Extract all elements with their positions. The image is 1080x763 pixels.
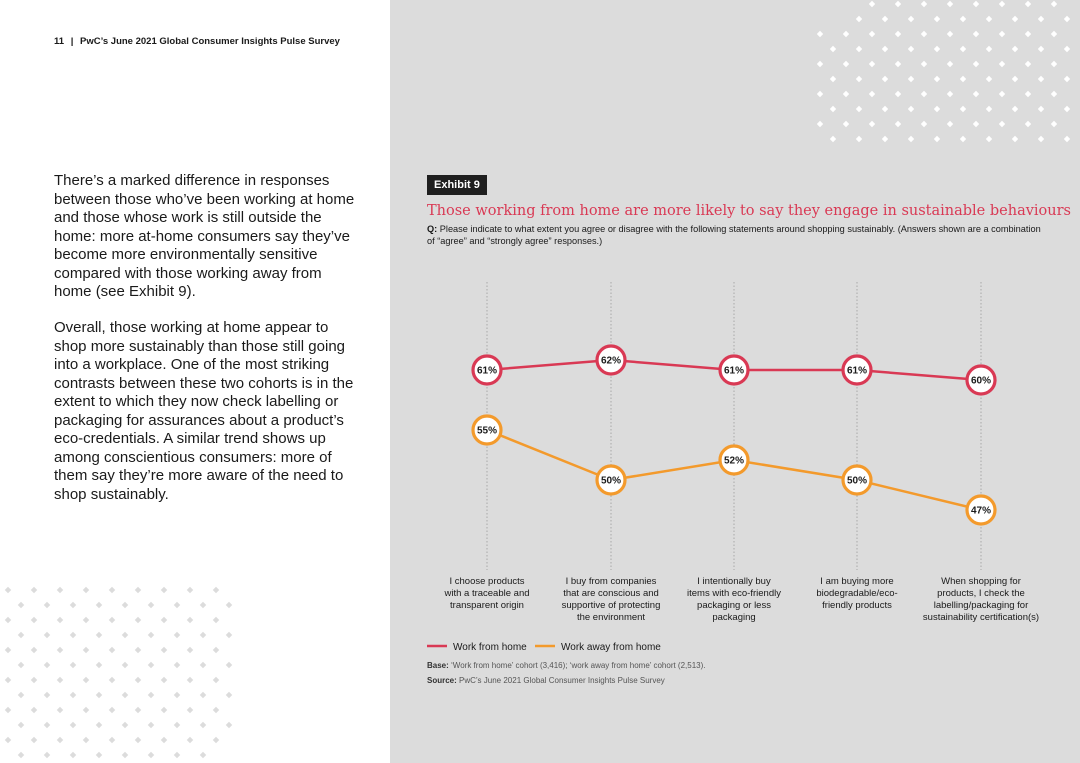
- decor-dot: [999, 91, 1005, 97]
- decor-dot: [908, 106, 914, 112]
- decor-dot: [161, 647, 167, 653]
- decor-dot: [44, 602, 50, 608]
- decor-dot: [122, 722, 128, 728]
- decor-dot: [895, 1, 901, 7]
- category-label: I choose products with a traceable and transparent origin: [444, 576, 530, 611]
- base-note: [427, 661, 706, 670]
- decor-dot: [96, 722, 102, 728]
- decor-dot: [934, 46, 940, 52]
- decor-dot: [895, 121, 901, 127]
- decor-dot: [109, 617, 115, 623]
- document-title: PwC’s June 2021 Global Consumer Insights Pulse Survey: [80, 36, 340, 47]
- data-point: [473, 416, 501, 444]
- decor-dot: [999, 121, 1005, 127]
- decor-dot: [947, 1, 953, 7]
- data-label: 50%: [600, 475, 622, 487]
- decor-dot: [856, 16, 862, 22]
- data-point: [597, 346, 625, 374]
- data-point: [720, 356, 748, 384]
- source-label: Source:: [427, 676, 457, 685]
- decor-dot: [44, 662, 50, 668]
- decor-dot: [18, 752, 24, 758]
- dot-pattern-top-right: [810, 0, 1080, 150]
- data-point: [843, 356, 871, 384]
- decor-dot: [135, 677, 141, 683]
- decor-dot: [148, 662, 154, 668]
- text-panel: [0, 0, 390, 763]
- decor-dot: [213, 707, 219, 713]
- decor-dot: [973, 91, 979, 97]
- decor-dot: [1025, 121, 1031, 127]
- decor-dot: [882, 46, 888, 52]
- decor-dot: [960, 136, 966, 142]
- decor-dot: [109, 737, 115, 743]
- decor-dot: [1025, 1, 1031, 7]
- decor-dot: [200, 752, 206, 758]
- body-paragraph-1: There’s a marked difference in responses between those who’ve been working at home and those whose work is still outside the home: more at-home consumers say they’ve become more environmentally sensitive compared with those working away from home (see Exhibit 9).: [54, 172, 355, 300]
- decor-dot: [986, 76, 992, 82]
- decor-dot: [895, 61, 901, 67]
- category-label: When shopping for products, I check the labelling/packaging for sustainability certification(s): [922, 576, 1040, 623]
- decor-dot: [986, 16, 992, 22]
- decor-dot: [83, 587, 89, 593]
- decor-dot: [5, 647, 11, 653]
- decor-dot: [1038, 136, 1044, 142]
- decor-dot: [921, 91, 927, 97]
- decor-dot: [187, 677, 193, 683]
- decor-dot: [5, 707, 11, 713]
- category-label: I buy from companies that are conscious and supportive of protecting the environment: [561, 576, 661, 623]
- decor-dot: [947, 121, 953, 127]
- decor-dot: [882, 16, 888, 22]
- decor-dot: [1038, 76, 1044, 82]
- data-point: [720, 446, 748, 474]
- decor-dot: [226, 662, 232, 668]
- decor-dot: [31, 617, 37, 623]
- decor-dot: [18, 602, 24, 608]
- line-chart: [390, 270, 1080, 660]
- exhibit-question: [427, 223, 1042, 247]
- decor-dot: [226, 692, 232, 698]
- decor-dot: [31, 647, 37, 653]
- question-text: Please indicate to what extent you agree or disagree with the following statements around shopping sustainably. (Answers shown are a combination of “agree” and “strongly agree” responses.): [427, 224, 1041, 246]
- decor-dot: [986, 106, 992, 112]
- decor-dot: [1064, 136, 1070, 142]
- data-label: 55%: [476, 425, 498, 437]
- decor-dot: [921, 61, 927, 67]
- decor-dot: [843, 91, 849, 97]
- decor-dot: [44, 752, 50, 758]
- decor-dot: [973, 61, 979, 67]
- decor-dot: [187, 737, 193, 743]
- decor-dot: [213, 737, 219, 743]
- decor-dot: [96, 752, 102, 758]
- decor-dot: [1051, 1, 1057, 7]
- decor-dot: [921, 1, 927, 7]
- decor-dot: [213, 617, 219, 623]
- decor-dot: [213, 587, 219, 593]
- decor-dot: [57, 707, 63, 713]
- decor-dot: [960, 46, 966, 52]
- decor-dot: [135, 587, 141, 593]
- dot-pattern-bottom-left: [0, 580, 240, 763]
- decor-dot: [135, 647, 141, 653]
- decor-dot: [187, 707, 193, 713]
- data-label: 50%: [846, 475, 868, 487]
- decor-dot: [856, 76, 862, 82]
- data-label: 60%: [970, 375, 992, 387]
- decor-dot: [83, 647, 89, 653]
- decor-dot: [109, 647, 115, 653]
- decor-dot: [187, 647, 193, 653]
- decor-dot: [947, 61, 953, 67]
- decor-dot: [161, 617, 167, 623]
- decor-dot: [895, 91, 901, 97]
- decor-dot: [1025, 31, 1031, 37]
- exhibit-title: Those working from home are more likely to say they engage in sustainable behaviours: [427, 203, 1071, 219]
- decor-dot: [148, 632, 154, 638]
- decor-dot: [869, 121, 875, 127]
- decor-dot: [830, 106, 836, 112]
- decor-dot: [200, 662, 206, 668]
- decor-dot: [96, 602, 102, 608]
- decor-dot: [83, 677, 89, 683]
- page-number: 11: [54, 36, 65, 47]
- decor-dot: [109, 587, 115, 593]
- decor-dot: [200, 722, 206, 728]
- category-label: I intentionally buy items with eco-friendly packaging or less packaging: [687, 576, 781, 623]
- source-note: [427, 676, 665, 685]
- source-text: PwC’s June 2021 Global Consumer Insights Pulse Survey: [459, 676, 665, 685]
- data-label: 47%: [970, 505, 992, 517]
- decor-dot: [999, 31, 1005, 37]
- decor-dot: [161, 677, 167, 683]
- decor-dot: [70, 602, 76, 608]
- data-label: 62%: [600, 355, 622, 367]
- decor-dot: [1012, 76, 1018, 82]
- decor-dot: [109, 707, 115, 713]
- decor-dot: [830, 136, 836, 142]
- body-paragraph-2: Overall, those working at home appear to shop more sustainably than those still going into a workplace. One of the most striking contrasts between these two cohorts is in the extent to which they now check labelling or packaging for assurances about a product’s eco-credentials. A similar trend shows up among conscientious consumers: more of them say they’re more aware of the need to shop sustainably.: [54, 319, 354, 503]
- decor-dot: [830, 76, 836, 82]
- base-text: ‘Work from home’ cohort (3,416); ‘work away from home’ cohort (2,513).: [451, 661, 706, 670]
- decor-dot: [1038, 46, 1044, 52]
- decor-dot: [96, 692, 102, 698]
- decor-dot: [57, 737, 63, 743]
- decor-dot: [817, 61, 823, 67]
- decor-dot: [57, 617, 63, 623]
- decor-dot: [921, 31, 927, 37]
- decor-dot: [934, 76, 940, 82]
- decor-dot: [83, 707, 89, 713]
- decor-dot: [174, 602, 180, 608]
- decor-dot: [999, 61, 1005, 67]
- decor-dot: [122, 752, 128, 758]
- data-label: 61%: [476, 365, 498, 377]
- decor-dot: [96, 632, 102, 638]
- decor-dot: [817, 91, 823, 97]
- decor-dot: [5, 587, 11, 593]
- decor-dot: [83, 737, 89, 743]
- exhibit-badge: Exhibit 9: [427, 175, 487, 195]
- decor-dot: [18, 662, 24, 668]
- decor-dot: [986, 136, 992, 142]
- decor-dot: [856, 136, 862, 142]
- decor-dot: [921, 121, 927, 127]
- decor-dot: [174, 722, 180, 728]
- category-label: I am buying more biodegradable/eco-friendly products: [816, 576, 898, 611]
- decor-dot: [934, 106, 940, 112]
- decor-dot: [973, 1, 979, 7]
- decor-dot: [122, 602, 128, 608]
- decor-dot: [226, 602, 232, 608]
- decor-dot: [843, 31, 849, 37]
- decor-dot: [44, 632, 50, 638]
- decor-dot: [1012, 106, 1018, 112]
- decor-dot: [1012, 46, 1018, 52]
- decor-dot: [960, 76, 966, 82]
- decor-dot: [5, 617, 11, 623]
- decor-dot: [817, 31, 823, 37]
- decor-dot: [161, 587, 167, 593]
- decor-dot: [882, 136, 888, 142]
- data-point: [967, 366, 995, 394]
- decor-dot: [908, 136, 914, 142]
- decor-dot: [843, 121, 849, 127]
- decor-dot: [856, 106, 862, 112]
- legend-item: [427, 642, 527, 653]
- data-point: [597, 466, 625, 494]
- decor-dot: [908, 76, 914, 82]
- decor-dot: [135, 737, 141, 743]
- decor-dot: [960, 16, 966, 22]
- decor-dot: [5, 737, 11, 743]
- decor-dot: [869, 91, 875, 97]
- decor-dot: [1064, 76, 1070, 82]
- decor-dot: [960, 106, 966, 112]
- decor-dot: [1051, 61, 1057, 67]
- decor-dot: [96, 662, 102, 668]
- decor-dot: [999, 1, 1005, 7]
- header-separator: |: [70, 36, 74, 47]
- decor-dot: [1051, 31, 1057, 37]
- decor-dot: [947, 31, 953, 37]
- legend-label: Work from home: [453, 642, 527, 653]
- decor-dot: [895, 31, 901, 37]
- decor-dot: [109, 677, 115, 683]
- data-label: 61%: [846, 365, 868, 377]
- decor-dot: [1012, 136, 1018, 142]
- decor-dot: [174, 662, 180, 668]
- decor-dot: [31, 677, 37, 683]
- decor-dot: [18, 692, 24, 698]
- decor-dot: [18, 632, 24, 638]
- decor-dot: [83, 617, 89, 623]
- decor-dot: [44, 722, 50, 728]
- decor-dot: [1025, 61, 1031, 67]
- decor-dot: [57, 677, 63, 683]
- decor-dot: [213, 677, 219, 683]
- decor-dot: [200, 602, 206, 608]
- page-header: [54, 36, 340, 47]
- decor-dot: [882, 106, 888, 112]
- data-label: 61%: [723, 365, 745, 377]
- decor-dot: [830, 46, 836, 52]
- decor-dot: [1064, 16, 1070, 22]
- decor-dot: [226, 632, 232, 638]
- decor-dot: [70, 752, 76, 758]
- decor-dot: [1025, 91, 1031, 97]
- decor-dot: [31, 587, 37, 593]
- decor-dot: [986, 46, 992, 52]
- decor-dot: [226, 722, 232, 728]
- decor-dot: [187, 587, 193, 593]
- decor-dot: [57, 647, 63, 653]
- decor-dot: [200, 692, 206, 698]
- decor-dot: [57, 587, 63, 593]
- decor-dot: [148, 722, 154, 728]
- decor-dot: [135, 617, 141, 623]
- decor-dot: [148, 752, 154, 758]
- data-label: 52%: [723, 455, 745, 467]
- decor-dot: [213, 647, 219, 653]
- data-point: [967, 496, 995, 524]
- decor-dot: [1064, 46, 1070, 52]
- decor-dot: [934, 16, 940, 22]
- decor-dot: [843, 61, 849, 67]
- decor-dot: [70, 722, 76, 728]
- decor-dot: [934, 136, 940, 142]
- decor-dot: [122, 692, 128, 698]
- decor-dot: [973, 121, 979, 127]
- legend-item: [535, 642, 661, 653]
- base-label: Base:: [427, 661, 449, 670]
- decor-dot: [1064, 106, 1070, 112]
- decor-dot: [70, 692, 76, 698]
- decor-dot: [148, 602, 154, 608]
- decor-dot: [856, 46, 862, 52]
- decor-dot: [187, 617, 193, 623]
- decor-dot: [70, 632, 76, 638]
- decor-dot: [1038, 106, 1044, 112]
- decor-dot: [817, 121, 823, 127]
- decor-dot: [908, 46, 914, 52]
- decor-dot: [200, 632, 206, 638]
- decor-dot: [973, 31, 979, 37]
- decor-dot: [869, 1, 875, 7]
- decor-dot: [174, 752, 180, 758]
- decor-dot: [161, 737, 167, 743]
- decor-dot: [70, 662, 76, 668]
- decor-dot: [174, 692, 180, 698]
- decor-dot: [44, 692, 50, 698]
- decor-dot: [31, 707, 37, 713]
- decor-dot: [135, 707, 141, 713]
- data-point: [473, 356, 501, 384]
- decor-dot: [1051, 121, 1057, 127]
- decor-dot: [18, 722, 24, 728]
- decor-dot: [122, 662, 128, 668]
- decor-dot: [908, 16, 914, 22]
- decor-dot: [1038, 16, 1044, 22]
- decor-dot: [882, 76, 888, 82]
- question-label: Q:: [427, 224, 438, 234]
- decor-dot: [174, 632, 180, 638]
- decor-dot: [122, 632, 128, 638]
- decor-dot: [148, 692, 154, 698]
- decor-dot: [869, 31, 875, 37]
- decor-dot: [869, 61, 875, 67]
- decor-dot: [1051, 91, 1057, 97]
- decor-dot: [947, 91, 953, 97]
- decor-dot: [161, 707, 167, 713]
- data-point: [843, 466, 871, 494]
- decor-dot: [1012, 16, 1018, 22]
- decor-dot: [31, 737, 37, 743]
- decor-dot: [5, 677, 11, 683]
- legend-label: Work away from home: [561, 642, 661, 653]
